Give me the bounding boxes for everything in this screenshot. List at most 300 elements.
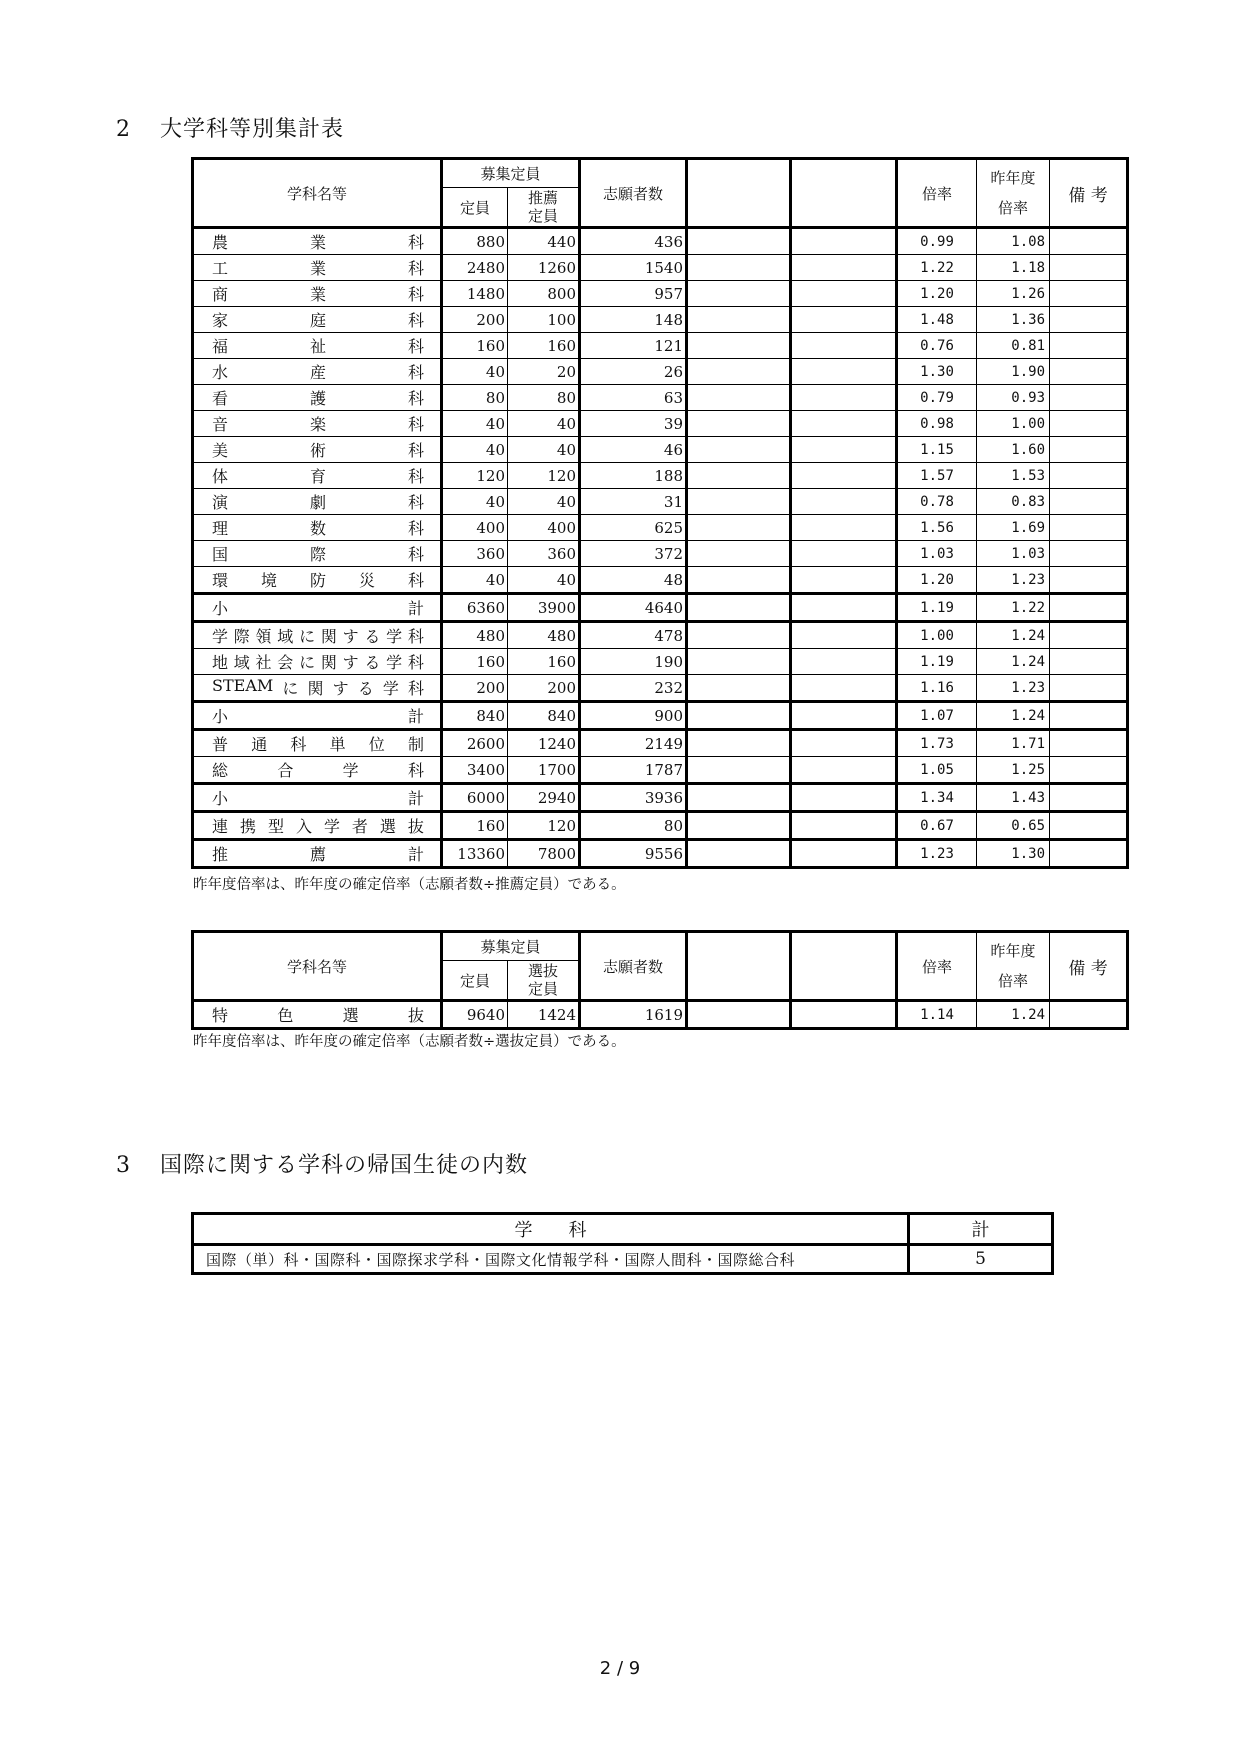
cell-blank-1 (687, 385, 791, 411)
cell-applicants: 900 (580, 702, 687, 730)
cell-quota: 360 (508, 541, 580, 567)
cell-prev-ratio: 1.24 (977, 1001, 1050, 1029)
cell-prev-ratio: 1.69 (977, 515, 1050, 541)
header-remarks: 備 考 (1050, 159, 1128, 228)
name-char: 際 (309, 545, 326, 564)
cell-blank-1 (687, 463, 791, 489)
table-row (193, 675, 1128, 702)
cell-quota: 1424 (508, 1001, 580, 1029)
cell-capacity: 6360 (442, 594, 508, 622)
cell-applicants: 4640 (580, 594, 687, 622)
name-char: 科 (407, 761, 424, 780)
cell-quota: 800 (508, 281, 580, 307)
name-char: 選 (342, 1006, 359, 1025)
table-row (193, 567, 1128, 594)
name-char: 科 (407, 627, 424, 646)
name-char: 入 (295, 817, 312, 836)
cell-remarks (1050, 812, 1128, 840)
cell-quota: 160 (508, 333, 580, 359)
name-char: 科 (407, 415, 424, 434)
cell-quota: 440 (508, 228, 580, 255)
name-char: 抜 (407, 817, 424, 836)
cell-name (193, 622, 442, 649)
cell-remarks (1050, 385, 1128, 411)
section-3-title (116, 1148, 528, 1179)
cell-capacity: 360 (442, 541, 508, 567)
cell-applicants: 1540 (580, 255, 687, 281)
cell-name (193, 333, 442, 359)
cell-blank-2 (791, 649, 897, 675)
table-row (193, 784, 1128, 812)
name-char: 水 (212, 363, 229, 382)
header-quota-line2: 定員 (528, 980, 559, 998)
name-char: 際 (233, 627, 250, 646)
name-char: 型 (267, 817, 284, 836)
table-row (193, 437, 1128, 463)
cell-applicants: 63 (580, 385, 687, 411)
cell-blank-1 (687, 437, 791, 463)
cell-blank-1 (687, 307, 791, 333)
cell-blank-2 (791, 359, 897, 385)
name-char: 位 (368, 735, 385, 754)
cell-remarks (1050, 255, 1128, 281)
cell-capacity: 400 (442, 515, 508, 541)
cell-applicants: 80 (580, 812, 687, 840)
name-spread (212, 596, 424, 619)
cell-ratio: 1.34 (897, 784, 977, 812)
cell-blank-1 (687, 411, 791, 437)
cell-blank-2 (791, 255, 897, 281)
name-char: 学 (342, 761, 359, 780)
name-char: 携 (239, 817, 256, 836)
name-char: 科 (407, 285, 424, 304)
cell-blank-2 (791, 281, 897, 307)
table-row (193, 840, 1128, 868)
name-spread (212, 732, 424, 755)
cell-ratio: 1.20 (897, 567, 977, 594)
cell-blank-1 (687, 489, 791, 515)
name-char: 科 (290, 735, 307, 754)
name-char: に (282, 679, 299, 698)
cell-prev-ratio: 1.23 (977, 675, 1050, 702)
name-char: に (299, 653, 316, 672)
cell-name (193, 840, 442, 868)
name-char: 通 (251, 735, 268, 754)
header-prev-ratio-line1: 昨年度 (990, 169, 1036, 187)
name-spread (212, 230, 424, 253)
cell-ratio: 0.99 (897, 228, 977, 255)
cell-prev-ratio: 1.90 (977, 359, 1050, 385)
cell-capacity: 840 (442, 702, 508, 730)
name-char: 社 (255, 653, 272, 672)
cell-capacity: 40 (442, 567, 508, 594)
cell-blank-1 (687, 359, 791, 385)
cell-capacity: 9640 (442, 1001, 508, 1029)
name-char: 科 (407, 571, 424, 590)
table-row (193, 649, 1128, 675)
name-char: 選 (379, 817, 396, 836)
name-spread (212, 704, 424, 727)
name-char: 祉 (309, 337, 326, 356)
cell-applicants: 1619 (580, 1001, 687, 1029)
name-spread (212, 568, 424, 591)
table-row (193, 255, 1128, 281)
name-char: 関 (320, 627, 337, 646)
summary-table-special-selection (191, 930, 1129, 1030)
table-row (193, 385, 1128, 411)
table-row (193, 359, 1128, 385)
cell-capacity: 40 (442, 489, 508, 515)
cell-blank-1 (687, 622, 791, 649)
cell-capacity: 40 (442, 359, 508, 385)
cell-quota: 160 (508, 649, 580, 675)
cell-blank-1 (687, 594, 791, 622)
cell-blank-1 (687, 812, 791, 840)
table-row (193, 594, 1128, 622)
cell-quota: 40 (508, 411, 580, 437)
cell-blank-2 (791, 489, 897, 515)
cell-blank-2 (791, 784, 897, 812)
name-char: 単 (329, 735, 346, 754)
name-spread (212, 624, 424, 647)
cell-prev-ratio: 1.43 (977, 784, 1050, 812)
cell-ratio: 1.14 (897, 1001, 977, 1029)
cell-capacity: 160 (442, 333, 508, 359)
cell-quota: 40 (508, 567, 580, 594)
cell-blank-2 (791, 333, 897, 359)
header-quota-line2: 定員 (528, 207, 559, 225)
name-char: 学 (386, 627, 403, 646)
name-char: 理 (212, 519, 229, 538)
name-char: 数 (309, 519, 326, 538)
table-row (193, 281, 1128, 307)
cell-applicants: 190 (580, 649, 687, 675)
name-char: 科 (407, 653, 424, 672)
name-char: 庭 (309, 311, 326, 330)
name-char: 科 (407, 259, 424, 278)
cell-remarks (1050, 594, 1128, 622)
name-char: 計 (407, 707, 424, 726)
header-ratio: 倍率 (897, 932, 977, 1001)
name-char: 育 (309, 467, 326, 486)
cell-applicants: 46 (580, 437, 687, 463)
cell-ratio: 1.73 (897, 730, 977, 757)
cell-remarks (1050, 281, 1128, 307)
cell-blank-2 (791, 1001, 897, 1029)
cell-prev-ratio: 1.36 (977, 307, 1050, 333)
cell-prev-ratio: 0.81 (977, 333, 1050, 359)
summary-table-recommendation (191, 157, 1129, 869)
header-quota (508, 961, 580, 1001)
cell-blank-1 (687, 730, 791, 757)
cell-prev-ratio: 1.24 (977, 702, 1050, 730)
table-row (193, 1001, 1128, 1029)
header-capacity: 定員 (442, 961, 508, 1001)
cell-blank-2 (791, 567, 897, 594)
name-char: る (364, 653, 381, 672)
name-char: STEAM (212, 676, 274, 695)
name-char: 地 (212, 653, 229, 672)
cell-capacity: 3400 (442, 757, 508, 784)
cell-ratio: 1.03 (897, 541, 977, 567)
name-char: 科 (407, 337, 424, 356)
name-char: 業 (309, 259, 326, 278)
name-char: 家 (212, 311, 229, 330)
header-prev-ratio (977, 159, 1050, 228)
cell-remarks (1050, 757, 1128, 784)
cell-remarks (1050, 702, 1128, 730)
cell-quota: 100 (508, 307, 580, 333)
cell-quota: 120 (508, 463, 580, 489)
cell-remarks (1050, 411, 1128, 437)
name-char: 連 (212, 817, 229, 836)
cell-blank-2 (791, 840, 897, 868)
name-char: 境 (260, 571, 277, 590)
name-spread (212, 542, 424, 565)
name-spread (212, 412, 424, 435)
name-char: 域 (233, 653, 250, 672)
cell-quota: 120 (508, 812, 580, 840)
cell-name (193, 702, 442, 730)
name-char: 抜 (407, 1006, 424, 1025)
cell-applicants: 188 (580, 463, 687, 489)
name-spread (212, 334, 424, 357)
name-char: 音 (212, 415, 229, 434)
cell-blank-1 (687, 702, 791, 730)
name-char: 美 (212, 441, 229, 460)
name-char: 小 (212, 707, 229, 726)
cell-remarks (1050, 489, 1128, 515)
name-spread (212, 464, 424, 487)
cell-applicants: 232 (580, 675, 687, 702)
table-row (193, 463, 1128, 489)
name-char: 業 (309, 233, 326, 252)
name-char: す (332, 679, 349, 698)
section-number: 3 (116, 1153, 131, 1178)
cell-quota: 840 (508, 702, 580, 730)
cell-name (193, 228, 442, 255)
cell-ratio: 0.98 (897, 411, 977, 437)
name-char: 学 (386, 653, 403, 672)
name-spread (212, 814, 424, 837)
cell-prev-ratio: 1.60 (977, 437, 1050, 463)
cell-applicants: 148 (580, 307, 687, 333)
cell-name (193, 307, 442, 333)
cell-applicants: 26 (580, 359, 687, 385)
cell-prev-ratio: 1.24 (977, 622, 1050, 649)
cell-applicants: 957 (580, 281, 687, 307)
name-char: 計 (407, 845, 424, 864)
cell-remarks (1050, 1001, 1128, 1029)
returnee-total: 5 (909, 1245, 1053, 1274)
cell-name (193, 812, 442, 840)
cell-blank-2 (791, 622, 897, 649)
header-recruit-group: 募集定員 (442, 932, 580, 961)
cell-applicants: 3936 (580, 784, 687, 812)
cell-capacity: 2480 (442, 255, 508, 281)
name-char: 科 (407, 545, 424, 564)
cell-ratio: 1.00 (897, 622, 977, 649)
name-spread (212, 1003, 424, 1026)
cell-blank-2 (791, 757, 897, 784)
name-char: 楽 (309, 415, 326, 434)
cell-name (193, 730, 442, 757)
cell-remarks (1050, 541, 1128, 567)
name-spread (212, 360, 424, 383)
name-char: 総 (212, 761, 229, 780)
name-char: 普 (212, 735, 229, 754)
header-capacity: 定員 (442, 188, 508, 228)
header-prev-ratio-line2: 倍率 (998, 972, 1029, 990)
cell-blank-1 (687, 1001, 791, 1029)
cell-name (193, 437, 442, 463)
cell-capacity: 160 (442, 649, 508, 675)
cell-applicants: 1787 (580, 757, 687, 784)
table-row (193, 228, 1128, 255)
cell-remarks (1050, 333, 1128, 359)
cell-capacity: 1480 (442, 281, 508, 307)
name-char: 農 (212, 233, 229, 252)
cell-ratio: 1.22 (897, 255, 977, 281)
cell-blank-2 (791, 730, 897, 757)
cell-blank-2 (791, 411, 897, 437)
name-char: 域 (277, 627, 294, 646)
cell-name (193, 411, 442, 437)
header-applicants: 志願者数 (580, 159, 687, 228)
cell-prev-ratio: 1.71 (977, 730, 1050, 757)
name-char: 小 (212, 599, 229, 618)
name-char: 商 (212, 285, 229, 304)
cell-blank-2 (791, 515, 897, 541)
name-char: 計 (407, 599, 424, 618)
cell-prev-ratio: 1.23 (977, 567, 1050, 594)
table-row (193, 622, 1128, 649)
name-spread (212, 282, 424, 305)
name-char: 合 (277, 761, 294, 780)
header-applicants: 志願者数 (580, 932, 687, 1001)
name-char: 科 (407, 519, 424, 538)
cell-blank-2 (791, 541, 897, 567)
cell-quota: 3900 (508, 594, 580, 622)
header-total: 計 (909, 1214, 1053, 1245)
cell-blank-2 (791, 812, 897, 840)
cell-prev-ratio: 1.22 (977, 594, 1050, 622)
cell-applicants: 478 (580, 622, 687, 649)
cell-blank-1 (687, 675, 791, 702)
cell-name (193, 594, 442, 622)
cell-name (193, 255, 442, 281)
table-row (193, 333, 1128, 359)
cell-blank-1 (687, 333, 791, 359)
header-blank-2 (791, 932, 897, 1001)
name-char: る (357, 679, 374, 698)
cell-quota: 40 (508, 437, 580, 463)
name-char: 工 (212, 259, 229, 278)
cell-name (193, 675, 442, 702)
cell-applicants: 31 (580, 489, 687, 515)
cell-remarks (1050, 784, 1128, 812)
header-remarks: 備 考 (1050, 932, 1128, 1001)
name-char: 薦 (309, 845, 326, 864)
name-char: 環 (212, 571, 229, 590)
cell-blank-2 (791, 463, 897, 489)
cell-blank-1 (687, 567, 791, 594)
header-name: 学科名等 (193, 932, 442, 1001)
table-row (193, 702, 1128, 730)
name-spread (212, 438, 424, 461)
header-quota (508, 188, 580, 228)
cell-name (193, 757, 442, 784)
table-row (193, 515, 1128, 541)
cell-blank-1 (687, 281, 791, 307)
cell-prev-ratio: 1.26 (977, 281, 1050, 307)
name-char: 国 (212, 545, 229, 564)
cell-prev-ratio: 1.03 (977, 541, 1050, 567)
name-char: 災 (358, 571, 375, 590)
name-char: 科 (407, 493, 424, 512)
cell-quota: 20 (508, 359, 580, 385)
header-prev-ratio-line2: 倍率 (998, 199, 1029, 217)
name-char: 科 (407, 467, 424, 486)
cell-ratio: 1.19 (897, 649, 977, 675)
cell-capacity: 40 (442, 411, 508, 437)
cell-quota: 1700 (508, 757, 580, 784)
cell-blank-1 (687, 255, 791, 281)
cell-capacity: 480 (442, 622, 508, 649)
name-char: 制 (407, 735, 424, 754)
header-blank-2 (791, 159, 897, 228)
name-spread (212, 516, 424, 539)
header-blank-1 (687, 932, 791, 1001)
cell-prev-ratio: 1.25 (977, 757, 1050, 784)
cell-name (193, 489, 442, 515)
name-char: 者 (351, 817, 368, 836)
cell-applicants: 121 (580, 333, 687, 359)
cell-remarks (1050, 649, 1128, 675)
cell-ratio: 1.15 (897, 437, 977, 463)
returnee-students-table (191, 1212, 1054, 1275)
name-char: 看 (212, 389, 229, 408)
name-char: 学 (323, 817, 340, 836)
cell-blank-1 (687, 228, 791, 255)
cell-name (193, 281, 442, 307)
name-spread (212, 842, 424, 865)
section-2-title (116, 112, 344, 143)
cell-quota: 480 (508, 622, 580, 649)
page-number: 2 / 9 (599, 1658, 641, 1679)
cell-applicants: 48 (580, 567, 687, 594)
table-row (193, 812, 1128, 840)
cell-quota: 400 (508, 515, 580, 541)
name-char: 科 (407, 311, 424, 330)
name-char: 防 (309, 571, 326, 590)
cell-ratio: 1.30 (897, 359, 977, 385)
table2-footnote: 昨年度倍率は、昨年度の確定倍率（志願者数÷選抜定員）である。 (193, 1034, 626, 1050)
cell-remarks (1050, 567, 1128, 594)
cell-applicants: 625 (580, 515, 687, 541)
name-char: 体 (212, 467, 229, 486)
name-spread (212, 676, 424, 699)
cell-ratio: 0.76 (897, 333, 977, 359)
cell-prev-ratio: 1.00 (977, 411, 1050, 437)
table-row (193, 307, 1128, 333)
cell-ratio: 1.48 (897, 307, 977, 333)
name-spread (212, 758, 424, 781)
header-ratio: 倍率 (897, 159, 977, 228)
name-char: 領 (255, 627, 272, 646)
cell-capacity: 2600 (442, 730, 508, 757)
name-char: 科 (407, 389, 424, 408)
